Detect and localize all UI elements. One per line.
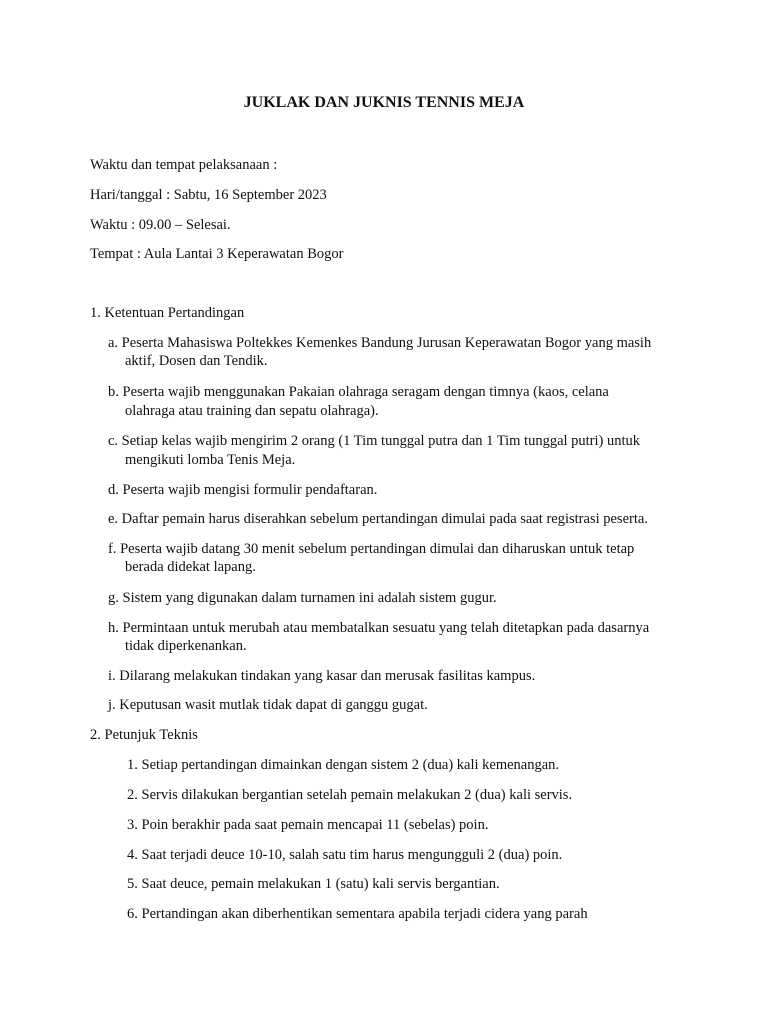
list-item-line: h. Permintaan untuk merubah atau membatalkan sesuatu yang telah ditetapkan pada dasarnya (108, 620, 650, 636)
list-item: 3. Poin berakhir pada saat pemain mencapai 11 (sebelas) poin. (127, 817, 489, 833)
list-item-line: f. Peserta wajib datang 30 menit sebelum pertandingan dimulai dan diharuskan untuk tetap (108, 541, 635, 557)
list-item: 2. Servis dilakukan bergantian setelah pemain melakukan 2 (dua) kali servis. (127, 787, 573, 803)
list-item-line: berada didekat lapang. (125, 559, 256, 575)
document-title: JUKLAK DAN JUKNIS TENNIS MEJA (243, 94, 525, 111)
list-item-line: aktif, Dosen dan Tendik. (125, 353, 268, 369)
list-item-line: b. Peserta wajib menggunakan Pakaian olahraga seragam dengan timnya (kaos, celana (108, 384, 609, 400)
list-item-line: g. Sistem yang digunakan dalam turnamen ini adalah sistem gugur. (108, 590, 497, 606)
intro-place: Tempat : Aula Lantai 3 Keperawatan Bogor (90, 246, 344, 262)
list-item-line: a. Peserta Mahasiswa Poltekkes Kemenkes Bandung Jurusan Keperawatan Bogor yang masih (108, 335, 652, 351)
section1-heading: 1. Ketentuan Pertandingan (90, 305, 245, 321)
list-item: 5. Saat deuce, pemain melakukan 1 (satu) kali servis bergantian. (127, 876, 500, 892)
list-item: 6. Pertandingan akan diberhentikan sementara apabila terjadi cidera yang parah (127, 906, 588, 922)
list-item-line: c. Setiap kelas wajib mengirim 2 orang (1 Tim tunggal putra dan 1 Tim tunggal putri) untuk (108, 433, 641, 449)
list-item-line: j. Keputusan wasit mutlak tidak dapat di ganggu gugat. (108, 697, 428, 713)
list-item-line: i. Dilarang melakukan tindakan yang kasar dan merusak fasilitas kampus. (108, 668, 536, 684)
list-item-line: tidak diperkenankan. (125, 638, 247, 654)
list-item-line: d. Peserta wajib mengisi formulir pendaftaran. (108, 482, 378, 498)
intro-heading: Waktu dan tempat pelaksanaan : (90, 157, 278, 173)
list-item-line: e. Daftar pemain harus diserahkan sebelum pertandingan dimulai pada saat registrasi peserta. (108, 511, 648, 527)
section2-heading: 2. Petunjuk Teknis (90, 727, 198, 743)
intro-time: Waktu : 09.00 – Selesai. (90, 217, 231, 233)
list-item-line: mengikuti lomba Tenis Meja. (125, 452, 296, 468)
list-item-line: olahraga atau training dan sepatu olahraga). (125, 403, 379, 419)
intro-date: Hari/tanggal : Sabtu, 16 September 2023 (90, 187, 327, 203)
list-item: 4. Saat terjadi deuce 10-10, salah satu tim harus mengungguli 2 (dua) poin. (127, 847, 563, 863)
list-item: 1. Setiap pertandingan dimainkan dengan sistem 2 (dua) kali kemenangan. (127, 757, 560, 773)
